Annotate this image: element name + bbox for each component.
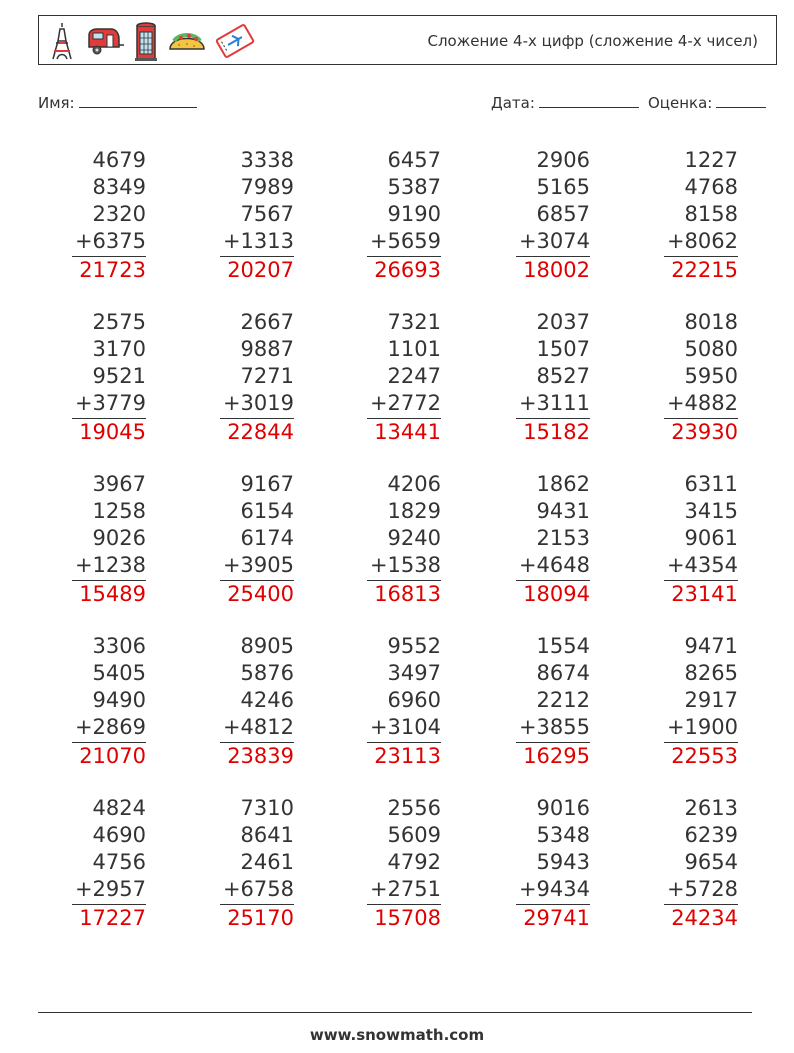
answer: 17227 xyxy=(79,906,146,930)
addend: 1829 xyxy=(387,499,441,523)
answer: 18002 xyxy=(523,258,590,282)
grade-field xyxy=(648,93,766,112)
answer: 23113 xyxy=(374,744,441,768)
answer: 15182 xyxy=(523,420,590,444)
addend: +3779 xyxy=(74,391,146,415)
addend: 9490 xyxy=(92,688,146,712)
addend: 4792 xyxy=(387,850,441,874)
addend: 6174 xyxy=(240,526,294,550)
addition-problem xyxy=(648,633,738,770)
addend: +6758 xyxy=(222,877,294,901)
addition-problem xyxy=(56,633,146,770)
addend: 9061 xyxy=(684,526,738,550)
addend: 8018 xyxy=(684,310,738,334)
addend: 7310 xyxy=(240,796,294,820)
addend: 2667 xyxy=(240,310,294,334)
name-field xyxy=(38,93,197,112)
eiffel-tower-icon xyxy=(47,21,77,61)
addend: +3019 xyxy=(222,391,294,415)
addend: +1313 xyxy=(222,229,294,253)
answer: 25170 xyxy=(227,906,294,930)
grade-blank-line[interactable] xyxy=(716,93,766,108)
addend: 8641 xyxy=(240,823,294,847)
addend: 1101 xyxy=(387,337,441,361)
addend: +4882 xyxy=(666,391,738,415)
addition-problem xyxy=(648,795,738,932)
addition-problem xyxy=(351,147,441,284)
addend: 9654 xyxy=(684,850,738,874)
answer: 19045 xyxy=(79,420,146,444)
addition-problem xyxy=(351,309,441,446)
addition-problem xyxy=(204,471,294,608)
addend: 6960 xyxy=(387,688,441,712)
addend: +3111 xyxy=(518,391,590,415)
addend: 2461 xyxy=(240,850,294,874)
addend: 9552 xyxy=(387,634,441,658)
addend: 5609 xyxy=(387,823,441,847)
addend: 5165 xyxy=(536,175,590,199)
addend: 8674 xyxy=(536,661,590,685)
addend: 7989 xyxy=(240,175,294,199)
addend: 6311 xyxy=(684,472,738,496)
addend: 8265 xyxy=(684,661,738,685)
addend: 3967 xyxy=(92,472,146,496)
addend: 2575 xyxy=(92,310,146,334)
addend: 1862 xyxy=(536,472,590,496)
addend: +2957 xyxy=(74,877,146,901)
addend: 9471 xyxy=(684,634,738,658)
addition-problem xyxy=(56,471,146,608)
addend: +1538 xyxy=(369,553,441,577)
worksheet-title: Сложение 4-х цифр (сложение 4-х чисел) xyxy=(427,32,758,50)
footer-site: www.snowmath.com xyxy=(309,1026,485,1044)
name-label: Имя: xyxy=(38,94,75,112)
addend: +3905 xyxy=(222,553,294,577)
camper-trailer-icon xyxy=(85,25,125,57)
answer: 21723 xyxy=(79,258,146,282)
addend: 9431 xyxy=(536,499,590,523)
answer: 15489 xyxy=(79,582,146,606)
answer: 26693 xyxy=(374,258,441,282)
addend: 8158 xyxy=(684,202,738,226)
addend: 9016 xyxy=(536,796,590,820)
addend: 4824 xyxy=(92,796,146,820)
addend: 3306 xyxy=(92,634,146,658)
answer: 13441 xyxy=(374,420,441,444)
addend: +3074 xyxy=(518,229,590,253)
addend: 6239 xyxy=(684,823,738,847)
addition-problem xyxy=(500,147,590,284)
answer: 18094 xyxy=(523,582,590,606)
header-icons xyxy=(47,18,255,64)
addend: +1238 xyxy=(74,553,146,577)
addend: 1507 xyxy=(536,337,590,361)
addend: 3338 xyxy=(240,148,294,172)
addend: 9240 xyxy=(387,526,441,550)
addend: 7321 xyxy=(387,310,441,334)
answer: 23141 xyxy=(671,582,738,606)
footer-divider xyxy=(38,1012,752,1013)
addend: +2772 xyxy=(369,391,441,415)
date-field xyxy=(491,93,639,112)
addition-problem xyxy=(56,309,146,446)
addend: 5943 xyxy=(536,850,590,874)
addend: 9521 xyxy=(92,364,146,388)
addend: 1554 xyxy=(536,634,590,658)
addend: +4648 xyxy=(518,553,590,577)
answer: 21070 xyxy=(79,744,146,768)
addition-problem xyxy=(500,309,590,446)
addend: +8062 xyxy=(666,229,738,253)
date-label: Дата: xyxy=(491,94,535,112)
addend: 2247 xyxy=(387,364,441,388)
addition-problem xyxy=(204,147,294,284)
date-blank-line[interactable] xyxy=(539,93,639,108)
addition-problem xyxy=(351,471,441,608)
addend: 2906 xyxy=(536,148,590,172)
answer: 20207 xyxy=(227,258,294,282)
answer: 23839 xyxy=(227,744,294,768)
addend: +3855 xyxy=(518,715,590,739)
addition-problem xyxy=(204,309,294,446)
addition-problem xyxy=(500,633,590,770)
addition-problem xyxy=(500,471,590,608)
answer: 22553 xyxy=(671,744,738,768)
addend: +6375 xyxy=(74,229,146,253)
addend: 9190 xyxy=(387,202,441,226)
addend: +2751 xyxy=(369,877,441,901)
addend: 6457 xyxy=(387,148,441,172)
addend: 7567 xyxy=(240,202,294,226)
addend: +4812 xyxy=(222,715,294,739)
addend: 4768 xyxy=(684,175,738,199)
addend: 4679 xyxy=(92,148,146,172)
addition-problem xyxy=(500,795,590,932)
addition-problem xyxy=(648,309,738,446)
addend: 9026 xyxy=(92,526,146,550)
grade-label: Оценка: xyxy=(648,94,713,112)
addend: +3104 xyxy=(369,715,441,739)
addend: 9167 xyxy=(240,472,294,496)
addend: 4756 xyxy=(92,850,146,874)
addend: 2320 xyxy=(92,202,146,226)
addend: +9434 xyxy=(518,877,590,901)
addition-problem xyxy=(56,147,146,284)
addend: +2869 xyxy=(74,715,146,739)
addition-problem xyxy=(351,795,441,932)
addend: 5876 xyxy=(240,661,294,685)
addend: 2153 xyxy=(536,526,590,550)
name-blank-line[interactable] xyxy=(79,93,197,108)
addend: 6857 xyxy=(536,202,590,226)
answer: 24234 xyxy=(671,906,738,930)
addend: 8527 xyxy=(536,364,590,388)
phone-booth-icon xyxy=(133,20,159,62)
addend: 2917 xyxy=(684,688,738,712)
addend: +5728 xyxy=(666,877,738,901)
addend: 2556 xyxy=(387,796,441,820)
addition-problem xyxy=(204,795,294,932)
addend: 4246 xyxy=(240,688,294,712)
addition-problem xyxy=(648,471,738,608)
addend: 5387 xyxy=(387,175,441,199)
addend: 8349 xyxy=(92,175,146,199)
answer: 23930 xyxy=(671,420,738,444)
header-box xyxy=(38,15,777,65)
answer: 16813 xyxy=(374,582,441,606)
addend: 3170 xyxy=(92,337,146,361)
answer: 22215 xyxy=(671,258,738,282)
taco-icon xyxy=(167,25,207,57)
addend: 7271 xyxy=(240,364,294,388)
answer: 15708 xyxy=(374,906,441,930)
addend: 3497 xyxy=(387,661,441,685)
addend: +1900 xyxy=(666,715,738,739)
addend: 1258 xyxy=(92,499,146,523)
addition-problem xyxy=(351,633,441,770)
addend: 2212 xyxy=(536,688,590,712)
answer: 29741 xyxy=(523,906,590,930)
addend: 2037 xyxy=(536,310,590,334)
addend: 9887 xyxy=(240,337,294,361)
answer: 22844 xyxy=(227,420,294,444)
addend: 6154 xyxy=(240,499,294,523)
addend: 5950 xyxy=(684,364,738,388)
addend: +5659 xyxy=(369,229,441,253)
addition-problem xyxy=(204,633,294,770)
plane-ticket-icon xyxy=(215,22,255,60)
addition-problem xyxy=(648,147,738,284)
addend: 4206 xyxy=(387,472,441,496)
addend: +4354 xyxy=(666,553,738,577)
addend: 1227 xyxy=(684,148,738,172)
addend: 5348 xyxy=(536,823,590,847)
addend: 3415 xyxy=(684,499,738,523)
addition-problem xyxy=(56,795,146,932)
answer: 25400 xyxy=(227,582,294,606)
addend: 8905 xyxy=(240,634,294,658)
answer: 16295 xyxy=(523,744,590,768)
addend: 5405 xyxy=(92,661,146,685)
addend: 2613 xyxy=(684,796,738,820)
addend: 5080 xyxy=(684,337,738,361)
addend: 4690 xyxy=(92,823,146,847)
